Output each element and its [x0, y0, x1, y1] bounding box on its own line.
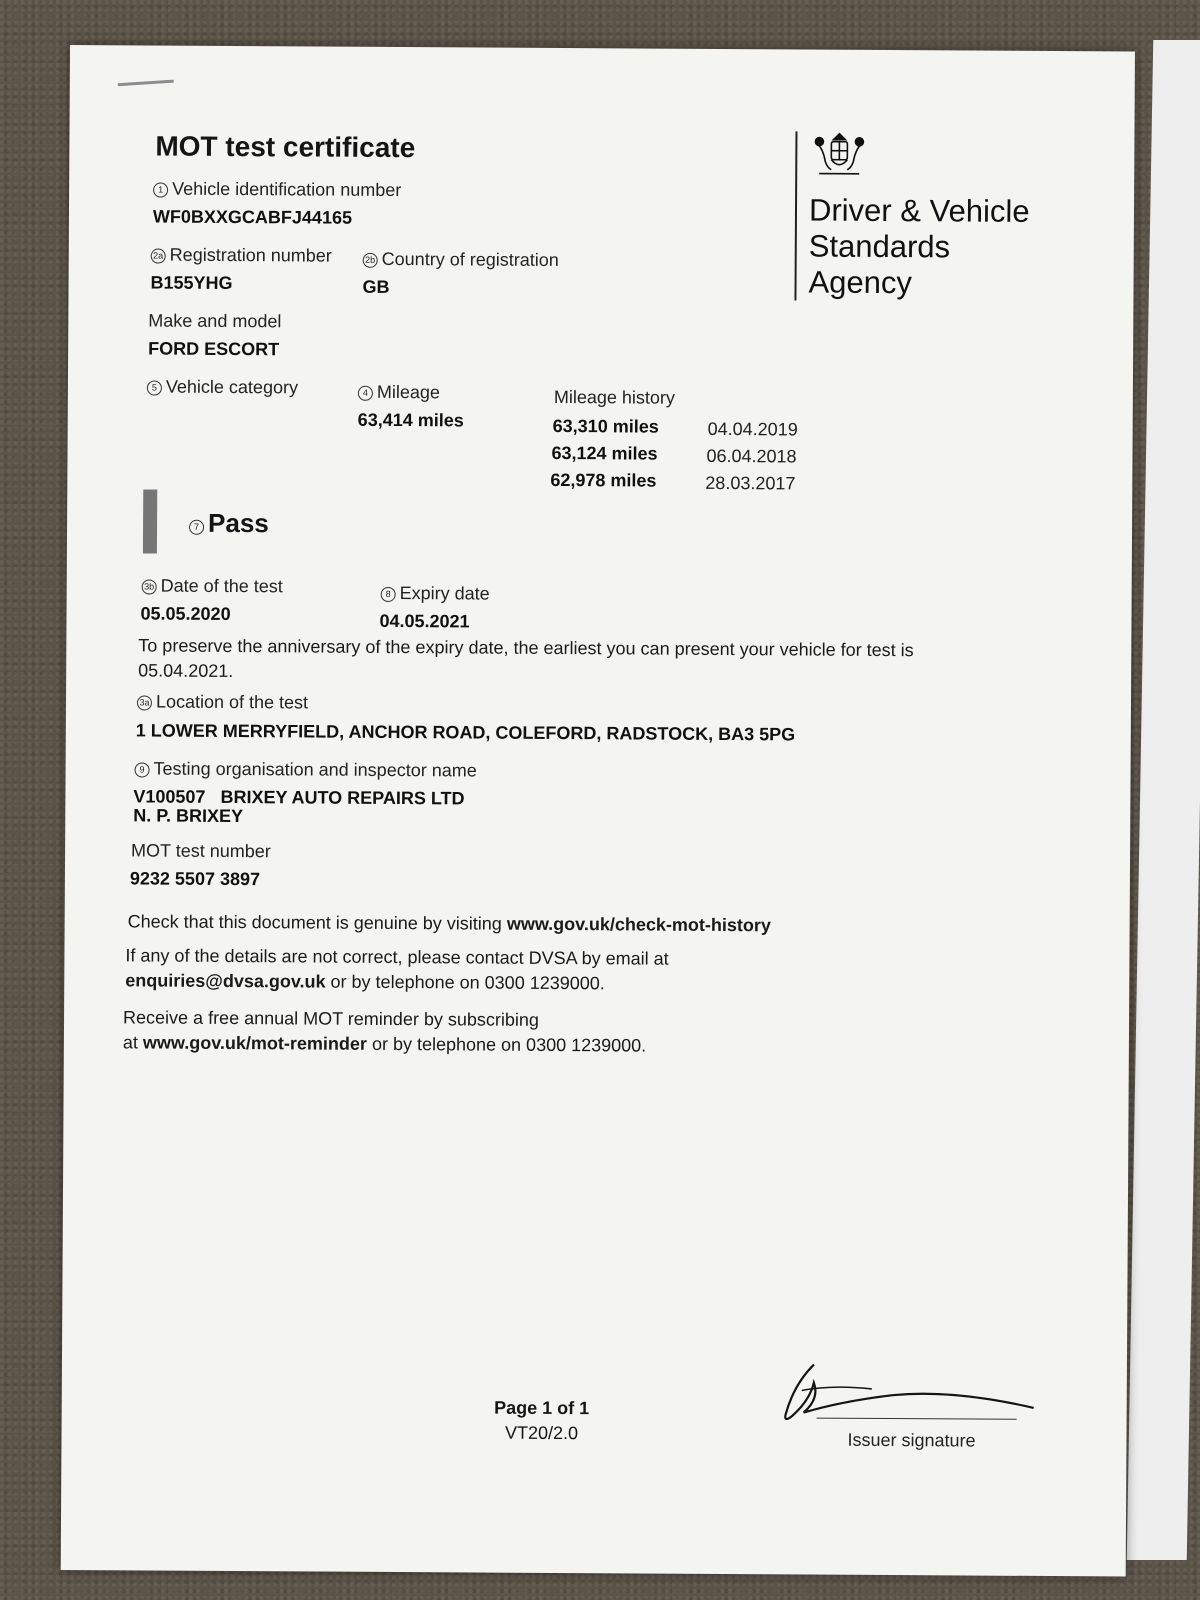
organisation-name: BRIXEY AUTO REPAIRS LTD [220, 786, 465, 809]
vehicle-category-label: 5 Vehicle category [147, 376, 298, 398]
anniversary-note: To preserve the anniversary of the expiry date, the earliest you can present your vehicle for test is 05.04.2021. [138, 635, 914, 682]
field-number-badge: 3b [142, 579, 157, 594]
issuer-signature-mark [772, 1354, 1052, 1436]
mot-reminder-link[interactable]: www.gov.uk/mot-reminder [142, 1032, 368, 1054]
organisation-label: 9 Testing organisation and inspector name [135, 758, 477, 781]
issuer-signature-label: Issuer signature [847, 1429, 976, 1451]
mileage-history-date: 06.04.2018 [706, 445, 797, 467]
organisation-code: V100507 [133, 786, 206, 807]
inspector-name: N. P. BRIXEY [133, 805, 244, 827]
test-number-label: MOT test number [131, 840, 271, 862]
royal-coat-of-arms-icon [809, 132, 869, 182]
contact-notice: If any of the details are not correct, please contact DVSA by email at enquiries@dvsa.gov.uk or by telephone on 0300 1239000. [125, 945, 669, 994]
vin-value: WF0BXXGCABFJ44165 [152, 206, 353, 228]
adjacent-sheet-edge [1127, 40, 1200, 1560]
contact-email-link[interactable]: enquiries@dvsa.gov.uk [125, 970, 326, 992]
make-model-value: FORD ESCORT [148, 338, 280, 360]
registration-value: B155YHG [150, 272, 233, 293]
staple-mark [118, 80, 174, 87]
page-number: Page 1 of 1 [494, 1397, 590, 1419]
mileage-history-label: Mileage history [553, 386, 675, 408]
mot-certificate-page [61, 45, 1135, 1576]
agency-name: Driver & Vehicle Standards Agency [808, 192, 1030, 301]
field-number-badge: 1 [153, 183, 168, 198]
expiry-date-value: 04.05.2021 [379, 610, 470, 632]
page-title: MOT test certificate [155, 130, 416, 164]
mileage-history-miles: 63,310 miles [552, 415, 659, 437]
page-footer [481, 1398, 601, 1445]
field-number-badge: 5 [147, 380, 162, 395]
check-mot-history-link[interactable]: www.gov.uk/check-mot-history [506, 913, 771, 936]
field-number-badge: 4 [358, 386, 373, 401]
test-number-value: 9232 5507 3897 [129, 868, 261, 890]
field-number-badge: 9 [135, 762, 150, 777]
reminder-notice: Receive a free annual MOT reminder by subscribing at www.gov.uk/mot-reminder or by telephone on 0300 1239000. [122, 1007, 647, 1056]
mileage-value: 63,414 miles [357, 409, 464, 431]
expiry-date-label: 8 Expiry date [381, 583, 490, 605]
dvsa-logo [794, 131, 1030, 301]
test-date-label: 3b Date of the test [142, 575, 283, 597]
form-code: VT20/2.0 [504, 1422, 579, 1444]
field-number-badge: 2a [151, 248, 166, 263]
location-value: 1 LOWER MERRYFIELD, ANCHOR ROAD, COLEFORD, RADSTOCK, BA3 5PG [135, 720, 796, 745]
country-label: 2b Country of registration [363, 249, 559, 271]
mileage-history-miles: 62,978 miles [550, 469, 657, 491]
test-result: 7 Pass [189, 508, 269, 539]
field-number-badge: 3a [137, 695, 152, 710]
mileage-history-date: 28.03.2017 [705, 472, 796, 494]
vin-label: 1 Vehicle identification number [153, 179, 401, 202]
registration-label: 2a Registration number [151, 244, 332, 266]
field-number-badge: 7 [189, 520, 204, 535]
mileage-label: 4 Mileage [358, 382, 440, 404]
make-model-label: Make and model [148, 310, 282, 332]
field-number-badge: 2b [363, 253, 378, 268]
mileage-history-date: 04.04.2019 [707, 418, 798, 440]
field-number-badge: 8 [381, 587, 396, 602]
country-value: GB [362, 276, 390, 297]
location-label: 3a Location of the test [137, 691, 308, 713]
test-date-value: 05.05.2020 [140, 603, 231, 624]
result-marker-bar [143, 489, 157, 553]
genuine-check-notice: Check that this document is genuine by visiting www.gov.uk/check-mot-history [127, 911, 771, 936]
mileage-history-miles: 63,124 miles [551, 442, 658, 464]
